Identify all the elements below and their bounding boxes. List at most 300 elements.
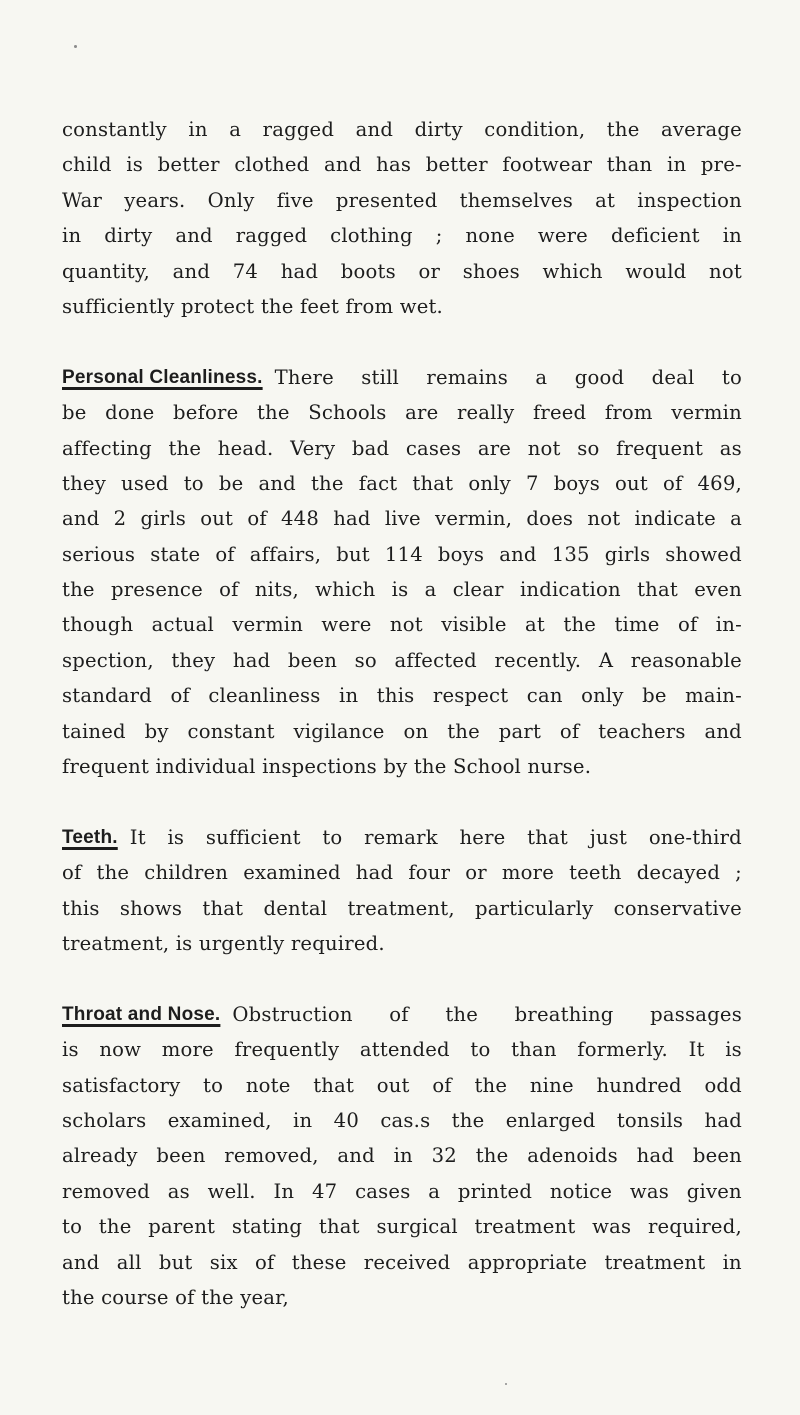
word: a [229, 118, 242, 141]
word: is [62, 1038, 79, 1062]
word: so [354, 648, 377, 672]
word: 2 [113, 507, 127, 531]
word: to [62, 1215, 83, 1239]
word: that [412, 471, 454, 495]
word: the [413, 755, 453, 779]
word: treatment [604, 1250, 706, 1274]
text-line [62, 254, 742, 289]
word: is [725, 1038, 742, 1062]
text-line [62, 183, 742, 218]
word: and [62, 507, 100, 531]
word: as [719, 436, 742, 460]
paragraph-throat-and-nose [62, 997, 742, 1316]
word: the [168, 436, 202, 460]
word: vermin [671, 401, 742, 425]
word: girls [604, 542, 651, 566]
word: from [345, 294, 400, 318]
word: clothing [330, 224, 413, 248]
word: passages [650, 1002, 742, 1026]
word: appropriate [467, 1250, 588, 1274]
word: that [527, 825, 568, 849]
word: are [405, 401, 439, 425]
word: Schools [308, 401, 387, 425]
word: before [173, 401, 239, 425]
word: breathing [514, 1002, 614, 1026]
word: sufficiently [62, 294, 181, 318]
word: can [526, 684, 563, 708]
word: used [121, 471, 169, 495]
word: on [403, 719, 429, 743]
word: It [129, 825, 146, 849]
word: freed [532, 401, 587, 425]
word: by [383, 755, 414, 779]
word: had [232, 648, 271, 672]
section-heading-teeth: Teeth. [62, 826, 118, 848]
word: nurse. [527, 755, 592, 779]
text-line [62, 855, 742, 890]
word: formerly. [577, 1038, 668, 1062]
word: already [62, 1144, 138, 1168]
word: treatment, [347, 896, 455, 920]
word: to [721, 365, 742, 389]
word: enlarged [505, 1108, 596, 1132]
word: a [535, 365, 548, 389]
word: tained [62, 719, 126, 743]
text-line [62, 643, 742, 678]
word: part [498, 719, 542, 743]
word: cases [355, 1179, 411, 1203]
text-line [62, 1103, 742, 1138]
word: removed [62, 1179, 150, 1203]
text-line [62, 395, 742, 430]
word: six [209, 1250, 238, 1274]
word: inspection [637, 188, 742, 212]
word: had [355, 861, 394, 885]
word: better [157, 153, 220, 177]
word: remains [426, 365, 508, 389]
word: attended [359, 1038, 450, 1062]
word: at [525, 613, 545, 637]
word: deal [651, 365, 695, 389]
word: more [501, 861, 554, 885]
word: frequent [616, 436, 704, 460]
text-line [62, 289, 742, 324]
word: the [563, 613, 597, 637]
word: protect [180, 294, 261, 318]
word: none [465, 224, 515, 248]
word: 448 [280, 507, 319, 531]
text-line [62, 1280, 742, 1315]
word: dirty [104, 224, 153, 248]
word: the [201, 1285, 241, 1309]
paragraph-clothing [62, 112, 742, 324]
word: had [333, 507, 371, 531]
word: War [62, 188, 103, 212]
word: reasonable [630, 648, 742, 672]
word: affected [394, 648, 477, 672]
text-line [62, 714, 742, 749]
word: examined [243, 861, 341, 885]
paragraph-gap [62, 324, 742, 359]
word: 114 [384, 542, 423, 566]
word: examined, [167, 1108, 272, 1132]
text-line [62, 501, 742, 536]
word: and [62, 1250, 100, 1274]
word: of [662, 471, 683, 495]
word: presence [110, 578, 203, 602]
word: main- [685, 684, 742, 708]
word: this [376, 684, 415, 708]
word: condition, [484, 118, 586, 141]
word: better [425, 153, 488, 177]
text-line [62, 1174, 742, 1209]
word: scholars [62, 1108, 147, 1132]
word: still [361, 365, 400, 389]
word: footwear [502, 153, 593, 177]
word: even [694, 578, 742, 602]
word: were [537, 224, 588, 248]
word: remark [364, 825, 438, 849]
word: spection, [62, 648, 154, 672]
word: frequently [234, 1038, 340, 1062]
word: themselves [459, 188, 573, 212]
word: School [452, 755, 528, 779]
word: than [511, 1038, 557, 1062]
word: wet. [399, 294, 443, 318]
word: four [408, 861, 451, 885]
word: and [258, 471, 296, 495]
word: would [625, 259, 687, 283]
word: indication [519, 578, 621, 602]
word: and [355, 118, 394, 141]
word: 7 [525, 471, 539, 495]
word: urgently [198, 931, 291, 955]
word: of [255, 1250, 275, 1274]
word: actual [151, 613, 214, 637]
text-line [62, 1209, 742, 1244]
word: affairs, [249, 542, 322, 566]
heading-line-text [130, 820, 742, 855]
word: is [175, 931, 199, 955]
word: There [274, 365, 334, 389]
paragraph-personal-cleanliness [62, 360, 742, 785]
word: not [527, 436, 561, 460]
word: presented [335, 188, 438, 212]
word: cleanliness [208, 684, 321, 708]
word: is [391, 578, 409, 602]
heading-line-text [232, 997, 742, 1032]
word: the [445, 1002, 479, 1026]
word: In [273, 1179, 295, 1203]
word: required, [647, 1215, 742, 1239]
text-line [62, 891, 742, 926]
word: of [432, 1073, 452, 1097]
word: in [62, 224, 82, 248]
word: 74 [232, 259, 259, 283]
word: individual [155, 755, 263, 779]
word: had [280, 259, 319, 283]
word: in- [715, 613, 742, 637]
word: the [606, 118, 640, 141]
word: was [629, 1179, 670, 1203]
word: boys [437, 542, 485, 566]
word: done [105, 401, 155, 425]
word: sufficient [205, 825, 301, 849]
word: showed [665, 542, 742, 566]
text-line [62, 218, 742, 253]
section-heading-throat-and-nose: Throat and Nose. [62, 1003, 221, 1025]
word: well. [207, 1179, 256, 1203]
heading-line-text [275, 360, 742, 395]
word: to [470, 1038, 491, 1062]
text-line-with-heading [62, 997, 742, 1032]
word: out [615, 471, 648, 495]
word: the [256, 401, 290, 425]
word: be [62, 401, 87, 425]
word: a [730, 507, 742, 531]
word: treatment, [62, 931, 176, 955]
paper-speck [505, 1383, 507, 1385]
text-line [62, 431, 742, 466]
word: five [276, 188, 314, 212]
word: these [291, 1250, 347, 1274]
word: course [101, 1285, 176, 1309]
word: here [459, 825, 506, 849]
word: just [589, 825, 628, 849]
word: is [126, 153, 144, 177]
word: 40 [333, 1108, 360, 1132]
paper-speck [74, 45, 77, 48]
word: a [428, 1179, 441, 1203]
word: 47 [312, 1179, 338, 1203]
text-line-with-heading [62, 820, 742, 855]
word: of [215, 542, 235, 566]
word: nine [529, 1073, 574, 1097]
word: 469, [697, 471, 742, 495]
word: frequent [62, 755, 156, 779]
word: shoes [462, 259, 520, 283]
word: printed [457, 1179, 533, 1203]
word: particularly [474, 896, 594, 920]
word: out [376, 1073, 410, 1097]
word: state [150, 542, 201, 566]
text-line [62, 537, 742, 572]
word: in [188, 118, 208, 141]
word: the [98, 1215, 132, 1239]
word: to [183, 471, 204, 495]
word: the [451, 1108, 485, 1132]
word: treatment [474, 1215, 576, 1239]
word: constant [187, 719, 275, 743]
word: respect [432, 684, 509, 708]
word: visible [441, 613, 507, 637]
word: quantity, [62, 259, 150, 283]
word: now [99, 1038, 142, 1062]
word: serious [62, 542, 136, 566]
word: as [167, 1179, 190, 1203]
word: in [339, 684, 359, 708]
word: are [477, 436, 512, 460]
word: year, [240, 1285, 289, 1309]
word: not [587, 507, 621, 531]
word: 135 [551, 542, 590, 566]
word: were [321, 613, 372, 637]
text-line [62, 1068, 742, 1103]
word: of [559, 719, 580, 743]
text-line [62, 147, 742, 182]
word: so [577, 436, 600, 460]
word: of [175, 1285, 202, 1309]
word: average [661, 118, 742, 141]
word: required. [290, 931, 385, 955]
word: in [293, 1108, 313, 1132]
word: ragged [235, 224, 308, 248]
word: adenoids [527, 1144, 618, 1168]
word: time [614, 613, 660, 637]
word: out [200, 507, 234, 531]
word: that [637, 578, 678, 602]
word: removed, [224, 1144, 319, 1168]
word: 32 [431, 1144, 457, 1168]
word: vermin, [435, 507, 513, 531]
word: which [315, 578, 376, 602]
text-line [62, 1032, 742, 1067]
word: only [468, 471, 511, 495]
word: the [62, 1285, 102, 1309]
word: A [598, 648, 614, 672]
text-line [62, 926, 742, 961]
word: a [424, 578, 437, 602]
word: and [499, 542, 537, 566]
word: though [62, 613, 134, 637]
word: but [158, 1250, 193, 1274]
word: but [336, 542, 370, 566]
section-heading-personal-cleanliness: Personal Cleanliness. [62, 366, 263, 388]
word: and [704, 719, 742, 743]
word: constantly [62, 118, 167, 141]
text-line [62, 466, 742, 501]
text-line [62, 572, 742, 607]
word: had [636, 1144, 675, 1168]
word: they [62, 471, 106, 495]
word: shows [119, 896, 183, 920]
word: the [310, 471, 344, 495]
word: vigilance [293, 719, 385, 743]
word: be [218, 471, 244, 495]
word: of [170, 684, 190, 708]
paragraph-gap [62, 784, 742, 819]
word: recently. [494, 648, 582, 672]
text-line [62, 678, 742, 713]
word: than [606, 153, 653, 177]
word: It [688, 1038, 705, 1062]
word: notice [549, 1179, 613, 1203]
word: only [581, 684, 624, 708]
word: this [62, 896, 100, 920]
word: live [384, 507, 421, 531]
word: clothed [234, 153, 310, 177]
word: in [722, 224, 742, 248]
word: affecting [62, 436, 152, 460]
word: the [260, 294, 300, 318]
word: which [542, 259, 603, 283]
word: to [203, 1073, 224, 1097]
text-line [62, 607, 742, 642]
word: Only [207, 188, 255, 212]
word: had [704, 1108, 742, 1132]
word: the [62, 578, 95, 602]
word: or [465, 861, 487, 885]
word: and [172, 259, 211, 283]
word: at [595, 188, 616, 212]
word: one-third [648, 825, 742, 849]
word: and [337, 1144, 375, 1168]
word: parent [148, 1215, 216, 1239]
word: dental [263, 896, 328, 920]
word: given [686, 1179, 742, 1203]
word: indicate [634, 507, 716, 531]
word: or [418, 259, 441, 283]
word: vermin [232, 613, 304, 637]
word: and [175, 224, 213, 248]
word: does [526, 507, 574, 531]
text-line [62, 749, 742, 784]
word: received [363, 1250, 451, 1274]
word: in [667, 153, 687, 177]
word: teachers [598, 719, 686, 743]
word: teeth [569, 861, 622, 885]
word: been [692, 1144, 742, 1168]
text-line-with-heading [62, 360, 742, 395]
word: years. [124, 188, 186, 212]
word: all [116, 1250, 142, 1274]
word: that [318, 1215, 360, 1239]
paragraph-gap [62, 961, 742, 996]
word: fact [358, 471, 398, 495]
word: by [144, 719, 169, 743]
word: they [171, 648, 216, 672]
word: the [96, 861, 130, 885]
word: that [313, 1073, 355, 1097]
word: boys [553, 471, 600, 495]
word: satisfactory [62, 1073, 181, 1097]
word: of [677, 613, 698, 637]
word: Obstruction [232, 1002, 353, 1026]
word: decayed [636, 861, 721, 885]
word: inspections [262, 755, 384, 779]
word: of [247, 507, 267, 531]
word: clear [452, 578, 504, 602]
text-line [62, 1245, 742, 1280]
word: really [456, 401, 515, 425]
word: ; [735, 861, 742, 885]
word: hundred [596, 1073, 682, 1097]
word: deficient [610, 224, 700, 248]
word: nits, [254, 578, 299, 602]
word: not [709, 259, 742, 283]
text-line [62, 112, 742, 147]
word: and [324, 153, 362, 177]
word: ragged [262, 118, 335, 141]
word: of [62, 861, 82, 885]
word: pre- [700, 153, 742, 177]
word: of [389, 1002, 409, 1026]
word: tonsils [616, 1108, 684, 1132]
word: of [219, 578, 239, 602]
word: boots [340, 259, 396, 283]
word: been [287, 648, 338, 672]
word: stating [231, 1215, 303, 1239]
